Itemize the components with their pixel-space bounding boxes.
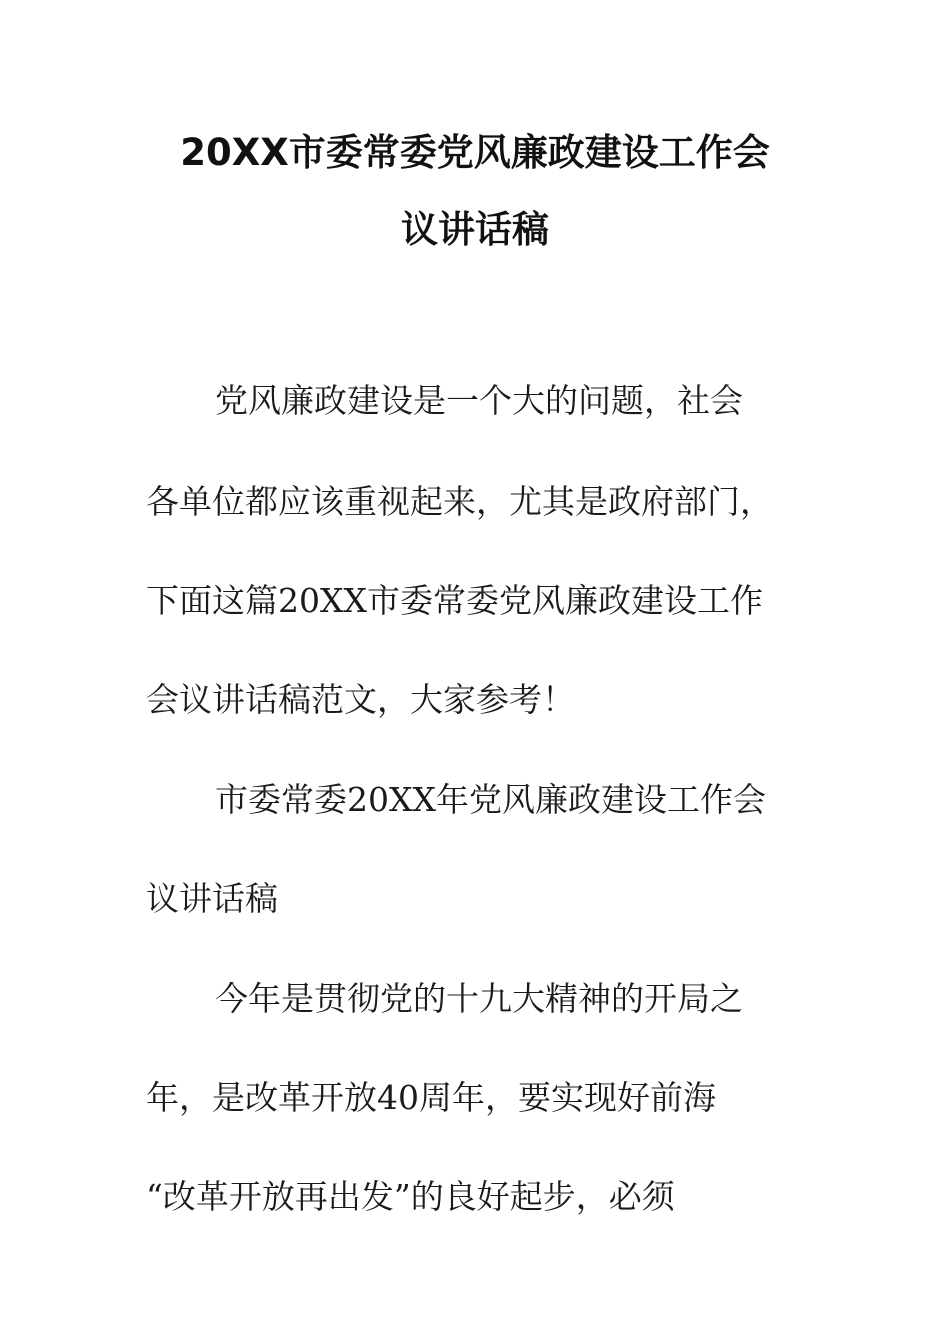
paragraph-1-line-2: 各单位都应该重视起来，尤其是政府部门，: [146, 482, 773, 521]
paragraph-3-line-2: 年，是改革开放40周年，要实现好前海: [146, 1078, 716, 1117]
document-title-line-2: 议讲话稿: [401, 208, 549, 251]
paragraph-1-line-1: 党风廉政建设是一个大的问题，社会: [215, 381, 743, 420]
paragraph-1-line-4: 会议讲话稿范文，大家参考！: [146, 680, 575, 719]
paragraph-1-line-3: 下面这篇20XX市委常委党风廉政建设工作: [146, 581, 763, 620]
paragraph-3-line-1: 今年是贯彻党的十九大精神的开局之: [215, 979, 743, 1018]
paragraph-2-line-1: 市委常委20XX年党风廉政建设工作会: [215, 780, 766, 819]
paragraph-3-line-3: “改革开放再出发”的良好起步，必须: [146, 1177, 675, 1216]
paragraph-2-line-2: 议讲话稿: [146, 879, 278, 918]
document-title-line-1: 20XX市委常委党风廉政建设工作会: [180, 131, 770, 174]
